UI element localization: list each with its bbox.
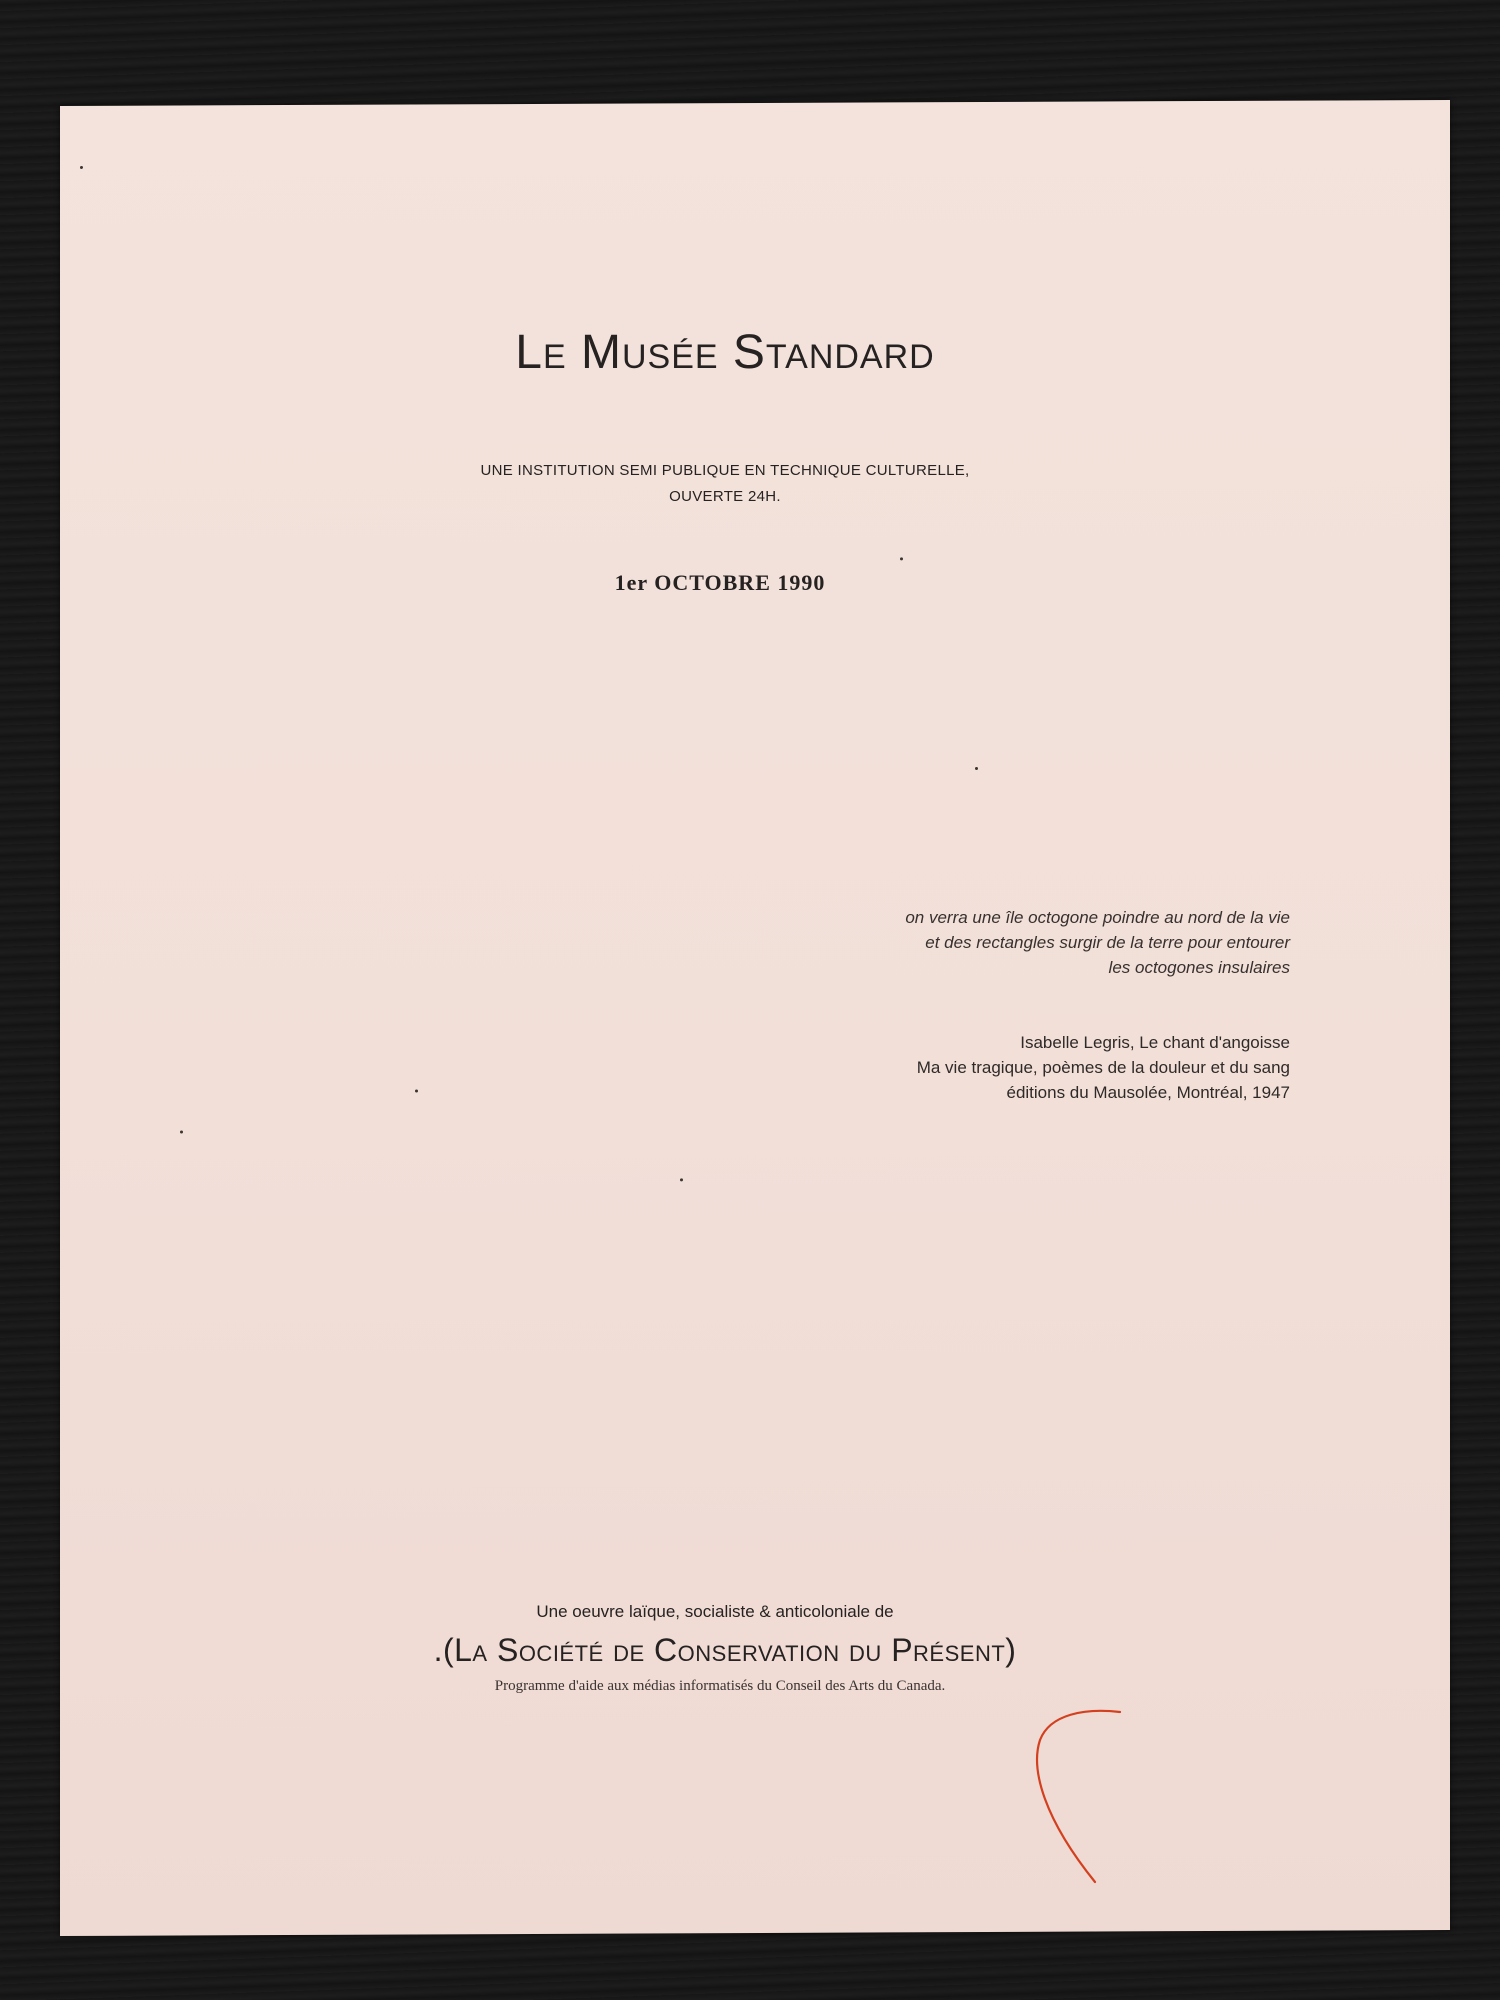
red-pen-mark bbox=[1025, 1700, 1145, 1900]
paper-speck bbox=[415, 1089, 418, 1092]
quote-line: les octogones insulaires bbox=[1108, 958, 1290, 977]
paper-speck bbox=[680, 1178, 683, 1181]
paper-speck bbox=[80, 166, 83, 169]
red-pen-stroke bbox=[1037, 1711, 1120, 1882]
document-subtitle bbox=[0, 458, 1450, 510]
paper-speck bbox=[975, 767, 978, 770]
program-line: Programme d'aide aux médias informatisés du Conseil des Arts du Canada. bbox=[494, 1678, 946, 1694]
document-title: Le Musée Standard bbox=[515, 326, 935, 379]
subtitle-line: UNE INSTITUTION SEMI PUBLIQUE EN TECHNIQUE CULTURELLE, bbox=[480, 462, 970, 479]
citation-line: Isabelle Legris, Le chant d'angoisse bbox=[1020, 1033, 1290, 1052]
paper-speck bbox=[900, 557, 903, 560]
citation-line: Ma vie tragique, poèmes de la douleur et du sang bbox=[916, 1058, 1290, 1077]
subtitle-line: OUVERTE 24H. bbox=[669, 488, 781, 505]
document-date: 1er OCTOBRE 1990 bbox=[614, 570, 826, 595]
society-name: .(La Société de Conservation du Présent) bbox=[433, 1632, 1017, 1668]
credit-line: Une oeuvre laïque, socialiste & anticoloniale de bbox=[536, 1602, 894, 1621]
quote-line: on verra une île octogone poindre au nord de la vie bbox=[905, 908, 1290, 927]
paper-speck bbox=[180, 1130, 183, 1133]
quote-line: et des rectangles surgir de la terre pour entourer bbox=[925, 933, 1290, 952]
epigraph-citation bbox=[917, 1030, 1290, 1105]
citation-line: éditions du Mausolée, Montréal, 1947 bbox=[1006, 1083, 1290, 1102]
epigraph-quote bbox=[905, 905, 1290, 980]
